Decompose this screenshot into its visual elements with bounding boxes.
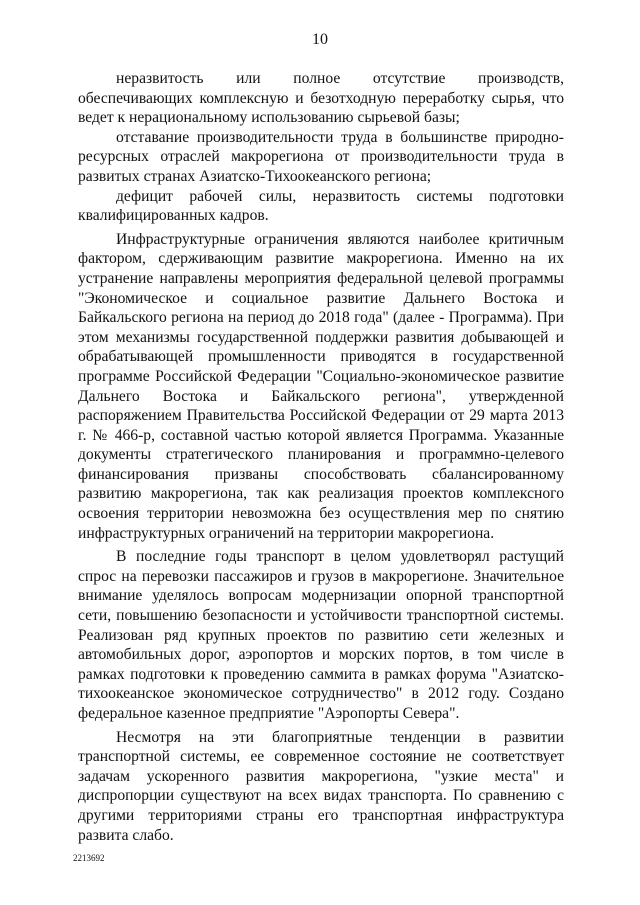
paragraph-labor-deficit: дефицит рабочей силы, неразвитость системы подготовки квалифицированных кадров.	[78, 187, 564, 225]
paragraph-transport-state: Несмотря на эти благоприятные тенденции в развитии транспортной системы, ее современное состояние не соответствует задачам ускоренного развития макрорегиона, "узкие места" и диспропорции существуют на всех видах транспорта. По сравнению с другими территориями страны его транспортная инфраструктура развита слабо.	[78, 728, 564, 844]
paragraph-labor-productivity: отставание производительности труда в большинстве природно-ресурсных отраслей макрорегиона от производительности труда в развитых странах Азиатско-Тихоокеанского региона;	[78, 128, 564, 185]
document-body	[78, 69, 564, 845]
page-number: 10	[312, 31, 328, 48]
paragraph-transport: В последние годы транспорт в целом удовлетворял растущий спрос на перевозки пассажиров и грузов в макрорегионе. Значительное внимание уделялось вопросам модернизации опорной транспортной сети, повышению безопасности и устойчивости транспортной системы. Реализован ряд крупных проектов по развитию сети железных и автомобильных дорог, аэропортов и морских портов, в том числе в рамках подготовки к проведению саммита в рамках форума "Азиатско-тихоокеанское экономическое сотрудничество" в 2012 году. Создано федеральное казенное предприятие "Аэропорты Севера".	[78, 548, 564, 722]
paragraph-infrastructure: Инфраструктурные ограничения являются наиболее критичным фактором, сдерживающим развитие макрорегиона. Именно на их устранение направлены мероприятия федеральной целевой программы "Экономическое и социальное развитие Дальнего Востока и Байкальского региона на период до 2018 года" (далее - Программа). При этом механизмы государственной поддержки развития добывающей и обрабатывающей промышленности приводятся в государственной программе Российской Федерации "Социально-экономическое развитие Дальнего Востока и Байкальского региона", утвержденной распоряжением Правительства Российской Федерации от 29 марта 2013 г. № 466-р, составной частью которой является Программа. Указанные документы стратегического планирования и программно-целевого финансирования призваны способствовать сбалансированному развитию макрорегиона, так как реализация проектов комплексного освоения территории невозможна без осуществления мер по снятию инфраструктурных ограничений на территории макрорегиона.	[78, 230, 564, 542]
paragraph-raw-processing: неразвитость или полное отсутствие производств, обеспечивающих комплексную и безотходную переработку сырья, что ведет к нерациональному использованию сырьевой базы;	[78, 70, 564, 127]
document-code: 2213692	[73, 853, 105, 863]
